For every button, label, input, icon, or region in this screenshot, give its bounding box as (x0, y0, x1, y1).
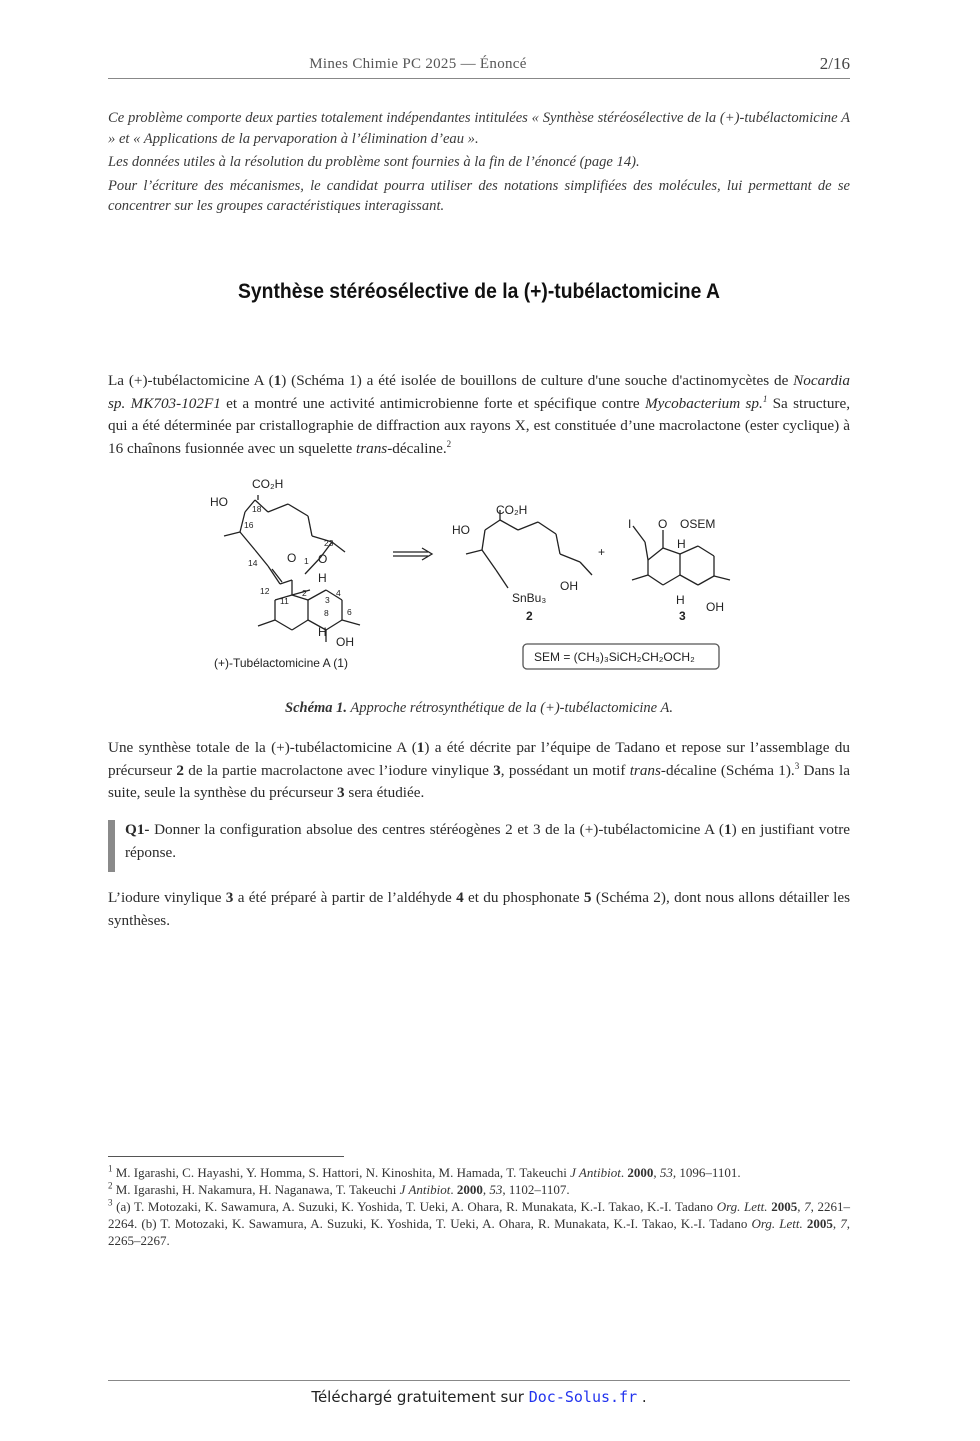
oh-label-3: OH (706, 600, 724, 614)
co2h-label-2: CO₂H (496, 503, 528, 517)
compound-3-label: 3 (679, 609, 686, 623)
retrosynthesis-scheme (200, 470, 780, 680)
question-bar (108, 820, 115, 872)
footnote-2: $^2$ M. Igarashi, H. Nakamura, H. Naganawa, T. Takeuchi J Antibiot. 2000, 53, 1102–1107. (108, 1180, 570, 1197)
compound-1-label: (+)-Tubélactomicine A (1) (214, 656, 348, 670)
sem-definition: SEM = (CH₃)₃SiCH₂CH₂OCH₂ (534, 650, 695, 664)
footnotes (108, 1164, 850, 1249)
footer-rule (108, 1380, 850, 1381)
section-title: Synthèse stéréosélective de la (+)-tubélactomicine A (238, 280, 720, 303)
svg-text:11: 11 (280, 596, 289, 606)
oh-label-2: OH (560, 579, 578, 593)
h-label-3b: H (676, 593, 685, 607)
intro-paragraph-2: Les données utiles à la résolution du problème sont fournies à la fin de l’énoncé (page 14). (108, 154, 640, 170)
intro-paragraph-1: Ce problème comporte deux parties totalement indépendantes intitulées « Synthèse stéréosélective de la (+)-tubélactomicine A » et « Applications de la pervaporation à l’élimination d’eau ». (108, 110, 850, 147)
scheme-caption: Schéma 1. Approche rétrosynthétique de la (+)-tubélactomicine A. (285, 700, 673, 716)
svg-text:14: 14 (248, 558, 258, 568)
svg-text:18: 18 (252, 504, 262, 514)
page-number: 2/16 (819, 54, 850, 73)
svg-text:8: 8 (324, 608, 329, 618)
footnote-1: $^1$ M. Igarashi, C. Hayashi, Y. Homma, S. Hattori, N. Kinoshita, M. Hamada, T. Takeuchi J Antibiot. 2000, 53, 1096–1101. (108, 1163, 741, 1180)
h-label-1b: H (318, 625, 327, 639)
ho-label-1: HO (210, 495, 228, 509)
footnote-3: $^3$ (a) T. Motozaki, K. Sawamura, A. Suzuki, K. Yoshida, T. Ueki, A. Ohara, R. Munakata, K.-I. Takao, K.-I. Tadano Org. Lett. 2005, 7, 2261–2264. (b) T. Motozaki, K. Sawamura, A. Suzuki, K. Yoshida, T. Ueki, A. Ohara, R. Munakata, K.-I. Takao, K.-I. Tadano Org. Lett. 2005, 7, 2265–2267. (108, 1197, 850, 1248)
o-label-1a: O (287, 551, 297, 565)
ho-label-2: HO (452, 523, 470, 537)
svg-text:12: 12 (260, 586, 270, 596)
snbu3-label: SnBu₃ (512, 591, 547, 605)
oh-label-1: OH (336, 635, 354, 649)
osem-label: OSEM (680, 517, 716, 531)
paragraph-vinyl-iodide: L’iodure vinylique 3 a été préparé à partir de l’aldéhyde 4 et du phosphonate 5 (Schéma 2), dont nous allons détailler les synthèses. (108, 889, 850, 929)
intro-block (108, 108, 850, 220)
footer: Téléchargé gratuitement sur Doc-Solus.fr . (311, 1388, 647, 1406)
svg-text:1: 1 (304, 556, 309, 566)
footnote-rule (108, 1156, 344, 1157)
iodo-label: I (628, 517, 632, 531)
plus-sign: + (598, 545, 606, 559)
running-header-title: Mines Chimie PC 2025 — Énoncé (309, 56, 527, 72)
svg-text:23: 23 (324, 538, 334, 548)
svg-text:4: 4 (336, 588, 341, 598)
intro-paragraph-3: Pour l’écriture des mécanismes, le candidat pourra utiliser des notations simplifiées des molécules, lui permettant de se concentrer sur les groupes caractéristiques interagissant. (108, 177, 850, 214)
header-rule (108, 78, 850, 79)
h-label-3a: H (677, 537, 686, 551)
o-label-1b: O (318, 552, 328, 566)
svg-text:16: 16 (244, 520, 254, 530)
co2h-label-1: CO₂H (252, 477, 284, 491)
paragraph-intro-tubelactomicin: La (+)-tubélactomicine A (1) (Schéma 1) a été isolée de bouillons de culture d'une souche d'actinomycètes de Nocardia sp. MK703-102F1 et a montré une activité antimicrobienne forte et spécifique contre Mycobacterium sp.$^1$ Sa structure, qui a été déterminée par cristallographie de diffraction aux rayons X, est constituée d’une macrolactone (ester cyclique) à 16 chaînons fusionnée avec un squelette trans-décaline.$^2$ (108, 372, 851, 457)
compound-2-label: 2 (526, 609, 533, 623)
svg-text:6: 6 (347, 607, 352, 617)
o-label-3: O (658, 517, 668, 531)
question-label: Q1- (125, 821, 150, 838)
doc-solus-link[interactable]: Doc-Solus.fr (528, 1388, 638, 1406)
svg-text:3: 3 (325, 595, 330, 605)
svg-text:2: 2 (302, 588, 307, 598)
h-label-1a: H (318, 571, 327, 585)
paragraph-total-synthesis: Une synthèse totale de la (+)-tubélactomicine A (1) a été décrite par l’équipe de Tadano et repose sur l’assemblage du précurseur 2 de la partie macrolactone avec l’iodure vinylique 3, possédant un motif trans-décaline (Schéma 1).$^3$ Dans la suite, seule la synthèse du précurseur 3 sera étudiée. (108, 739, 850, 801)
